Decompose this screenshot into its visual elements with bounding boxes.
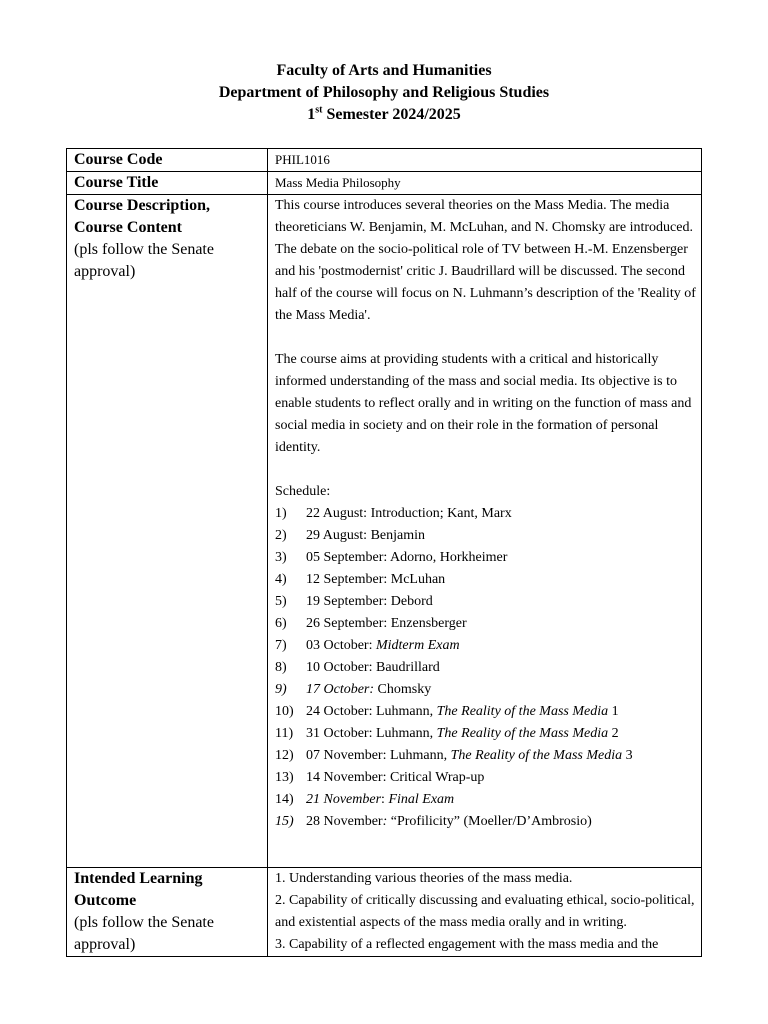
schedule-item-text: 19 September: Debord [306,594,433,609]
outcome-item-1: 1. Understanding various theories of the mass media. [275,871,573,886]
schedule-item [275,657,701,679]
learning-outcome-label: Intended Learning [74,870,203,887]
schedule-item [275,635,701,657]
description-paragraph-1: This course introduces several theories on the Mass Media. The media theoreticians W. Benjamin, M. McLuhan, and N. Chomsky are introduced. The debate on the socio-political role of TV between H.-M. Enzensberger and his 'postmodernist' critic J. Baudrillard will be discussed. The second half of the course will focus on N. Luhmann’s description of the 'Reality of the Mass Media'. [275,198,696,323]
schedule-item-text: 29 August: Benjamin [306,528,425,543]
schedule-item-text: 26 September: Enzensberger [306,616,467,631]
schedule-item-text: 22 August: Introduction; Kant, Marx [306,506,512,521]
schedule-item-number: 1) [275,506,287,521]
learning-outcome-value-cell [268,868,702,957]
course-code-value-cell [268,149,702,172]
schedule-item [275,745,701,767]
schedule-item-number: 12) [275,748,294,763]
course-code-label: Course Code [74,151,163,168]
schedule-item-text: 17 October: Chomsky [306,682,432,697]
course-table [66,148,702,957]
schedule-item [275,525,701,547]
schedule-item-text: 05 September: Adorno, Horkheimer [306,550,508,565]
row-course-description [67,195,702,868]
schedule-list [275,503,701,833]
outcome-item-3: 3. Capability of a reflected engagement with the mass media and the [275,937,659,952]
schedule-item-number: 10) [275,704,294,719]
course-description-label: Course Description, [74,197,210,214]
course-title-label: Course Title [74,174,159,191]
schedule-item [275,701,701,723]
schedule-item [275,811,701,833]
semester-ordinal: st [315,104,323,116]
schedule-item-text: 12 September: McLuhan [306,572,446,587]
learning-outcome-label-cell [67,868,268,957]
course-description-label-cell [67,195,268,868]
schedule-item [275,789,701,811]
schedule-item-text: 07 November: Luhmann, The Reality of the Mass Media 3 [306,748,633,763]
learning-outcome-label-2: Outcome [74,892,137,909]
course-title-label-cell [67,172,268,195]
schedule-item-number: 6) [275,616,287,631]
schedule-item-number: 2) [275,528,287,543]
schedule-item [275,679,701,701]
course-description-value-cell [268,195,702,868]
schedule-item-number: 11) [275,726,294,741]
schedule-item [275,569,701,591]
schedule-item-text: 03 October: Midterm Exam [306,638,460,653]
schedule-item [275,503,701,525]
schedule-item [275,767,701,789]
course-code-label-cell [67,149,268,172]
schedule-item-number: 5) [275,594,287,609]
schedule-item-number: 9) [275,682,287,697]
course-title-value-cell [268,172,702,195]
document-header [0,60,768,126]
department-title: Department of Philosophy and Religious Studies [218,84,550,101]
semester-title [0,104,768,126]
schedule-item-number: 15) [275,814,294,829]
course-content-label: Course Content [74,219,182,236]
row-learning-outcome [67,868,702,957]
faculty-title: Faculty of Arts and Humanities [276,62,492,79]
schedule-item-text: 24 October: Luhmann, The Reality of the Mass Media 1 [306,704,619,719]
schedule-item-text: 10 October: Baudrillard [306,660,440,675]
course-title-value: Mass Media Philosophy [275,175,401,190]
schedule-item-number: 3) [275,550,287,565]
row-course-title [67,172,702,195]
senate-note: (pls follow the Senate approval) [74,241,214,280]
schedule-item-text: 31 October: Luhmann, The Reality of the Mass Media 2 [306,726,619,741]
course-code-value: PHIL1016 [275,152,330,167]
schedule-item-number: 13) [275,770,294,785]
description-paragraph-2: The course aims at providing students with a critical and historically informed understanding of the mass and social media. Its objective is to enable students to reflect orally and in writing on the function of mass and social media in society and on their role in the formation of personal identity. [275,352,692,455]
schedule-item [275,591,701,613]
schedule-item [275,613,701,635]
schedule-item-text: 14 November: Critical Wrap-up [306,770,485,785]
schedule-item-number: 4) [275,572,287,587]
schedule-item-number: 8) [275,660,287,675]
outcome-item-2: 2. Capability of critically discussing and evaluating ethical, socio-political, and existential aspects of the mass media orally and in writing. [275,893,695,930]
row-course-code [67,149,702,172]
semester-text: Semester 2024/2025 [322,106,461,123]
outcome-senate-note: (pls follow the Senate approval) [74,914,214,953]
schedule-title: Schedule: [275,484,331,499]
schedule-item-text: 28 November: “Profilicity” (Moeller/D’Ambrosio) [306,814,592,829]
schedule-item-text: 21 November: Final Exam [306,792,455,807]
schedule-item-number: 7) [275,638,287,653]
schedule-item [275,723,701,745]
schedule-item-number: 14) [275,792,294,807]
schedule-item [275,547,701,569]
semester-number: 1 [307,106,316,123]
